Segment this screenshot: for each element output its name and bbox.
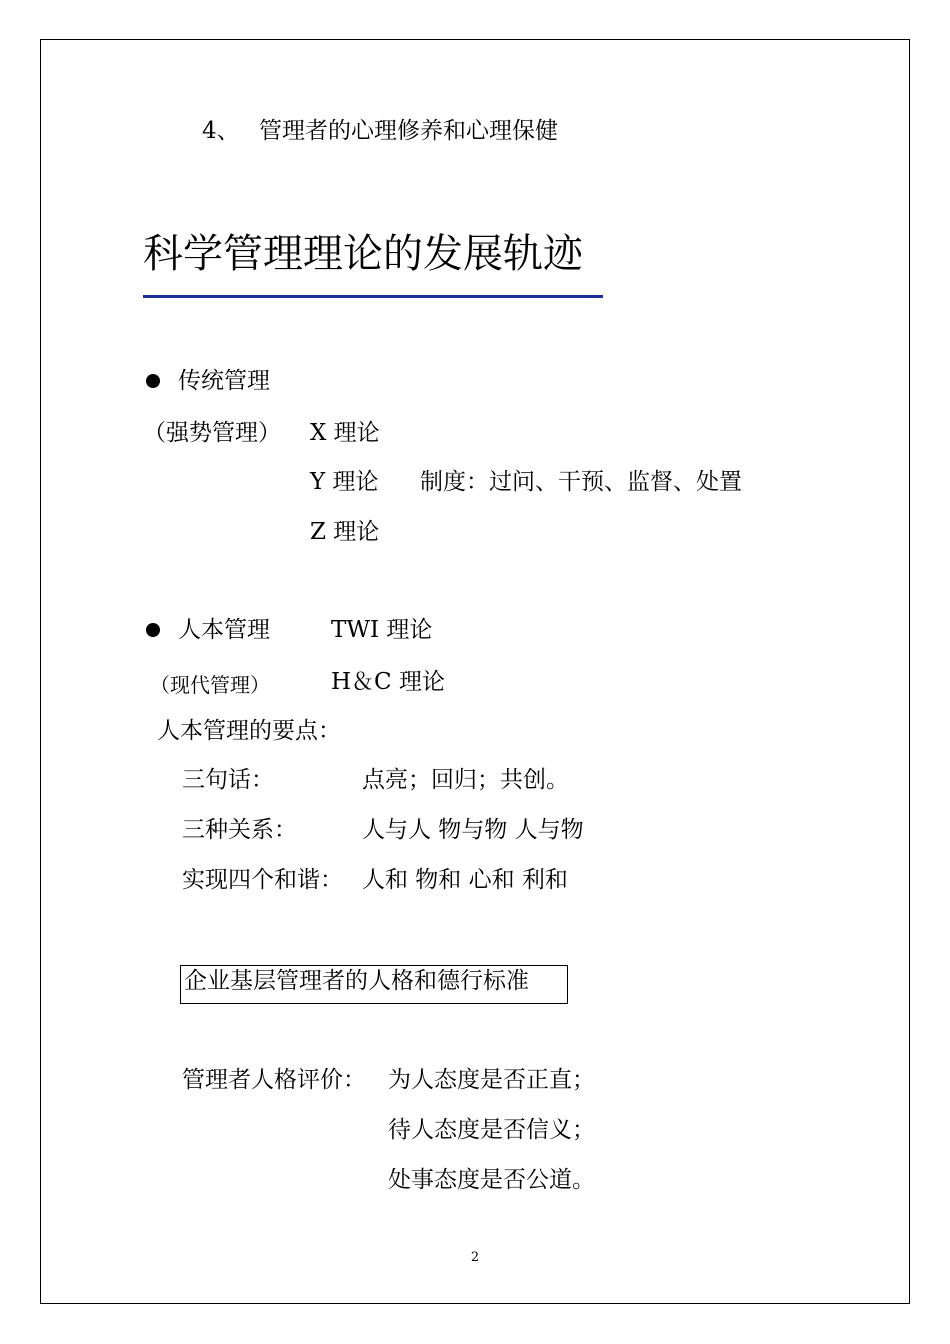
page-heading: 科学管理理论的发展轨迹 (143, 231, 583, 277)
theory-z: Z 理论 (310, 519, 380, 545)
section1-title: 传统管理 (178, 368, 270, 394)
theory-hc: H＆C 理论 (331, 669, 445, 695)
theory-y: Y 理论 (310, 469, 379, 495)
theory-twi: TWI 理论 (331, 617, 433, 643)
evaluation-label: 管理者人格评价： (182, 1067, 366, 1093)
key-point-label: 三句话： (182, 767, 274, 793)
evaluation-line: 处事态度是否公道。 (388, 1167, 595, 1193)
evaluation-line: 待人态度是否信义； (388, 1117, 595, 1143)
evaluation-line: 为人态度是否正直； (388, 1067, 595, 1093)
section1-subtitle: （强势管理） (143, 420, 281, 446)
section2-title: 人本管理 (178, 617, 270, 643)
page-number: 2 (470, 1250, 480, 1265)
bullet-icon (146, 623, 160, 637)
key-point-label: 实现四个和谐： (182, 867, 343, 893)
item-text: 管理者的心理修养和心理保健 (259, 118, 558, 144)
key-points-title: 人本管理的要点： (157, 718, 341, 744)
section2-subtitle: （现代管理） (150, 673, 270, 697)
key-point-value: 点亮；回归；共创。 (362, 767, 569, 793)
bullet-icon (146, 374, 160, 388)
boxed-title: 企业基层管理者的人格和德行标准 (180, 965, 568, 1004)
theory-y-note: 制度：过问、干预、监督、处置 (420, 469, 742, 495)
key-point-value: 人与人 物与物 人与物 (362, 817, 584, 843)
key-point-value: 人和 物和 心和 利和 (362, 867, 568, 893)
key-point-label: 三种关系： (182, 817, 297, 843)
theory-x: X 理论 (310, 420, 380, 446)
item-number: 4、 (202, 118, 240, 144)
heading-underline (143, 295, 603, 298)
